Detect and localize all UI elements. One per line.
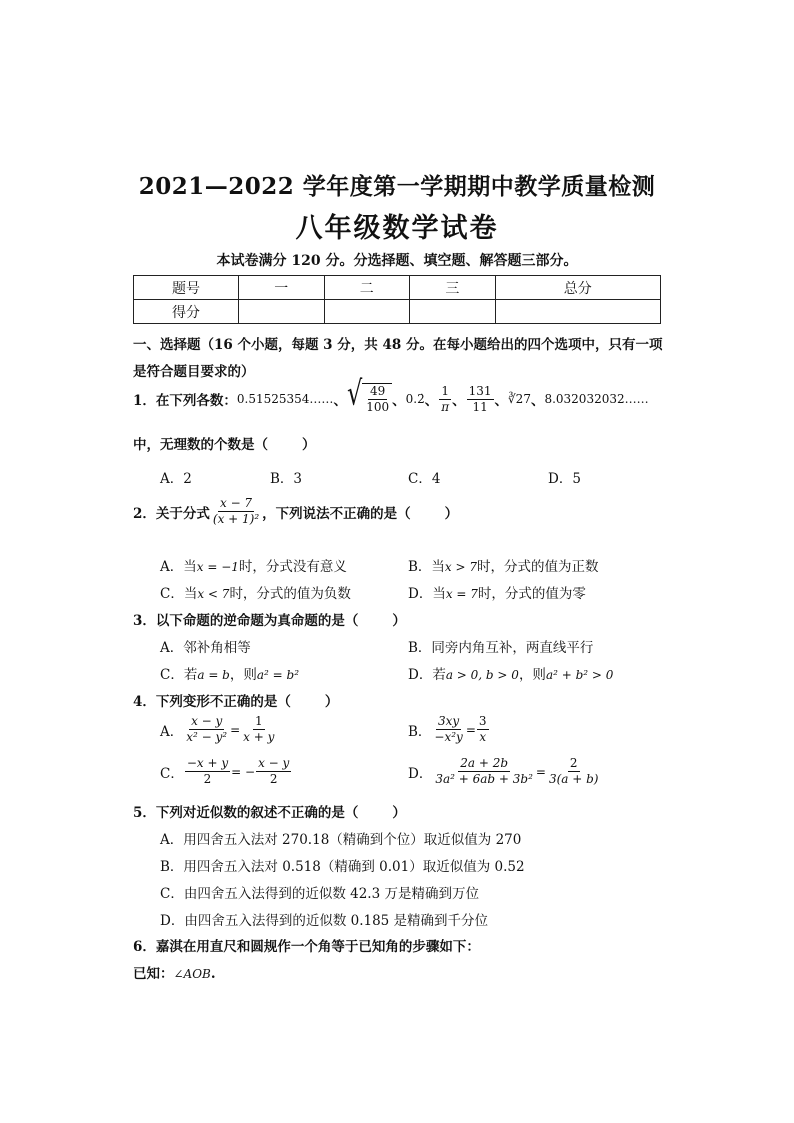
- score-table: [133, 275, 661, 324]
- q1-number-1: 0.51525354……: [236, 392, 334, 406]
- q1-separator: 、: [424, 393, 439, 409]
- q4-stem: 4．下列变形不正确的是（ ）: [133, 694, 339, 710]
- q1-f2-num: 131: [468, 383, 492, 398]
- q3-option-d[interactable]: D．若a > 0, b > 0，则a² + b² > 0: [408, 667, 614, 683]
- q4-option-c[interactable]: C． $\frac{-x + y}{2}$ = − $\frac{x - y}{2}$: [160, 756, 290, 786]
- q1-prefix: 1．在下列各数：: [133, 393, 237, 409]
- q1-fraction-2: [467, 384, 494, 415]
- section1-heading-line1: 一、选择题（16 个小题，每题 3 分，共 48 分。在每小题给出的四个选项中，只有一项: [133, 337, 663, 353]
- q1-cube-root: ∛27: [508, 392, 531, 406]
- score-input-section2[interactable]: [324, 300, 410, 324]
- q4-option-b[interactable]: B． $\frac{3xy}{\text{−x²y}}$ = $\frac{3}{x}$: [408, 714, 487, 744]
- exam-note: 本试卷满分 120 分。分选择题、填空题、解答题三部分。: [216, 253, 578, 269]
- q1-option-a[interactable]: A．2: [160, 471, 192, 487]
- q1-separator: 、: [452, 393, 466, 409]
- q1-f2-den: 11: [472, 399, 488, 414]
- q2-den: (x + 1)²: [212, 512, 260, 526]
- exam-subtitle: 八年级数学试卷: [295, 213, 499, 244]
- score-cell-section2: 二: [324, 276, 410, 300]
- score-cell-section3: 三: [410, 276, 496, 300]
- q1-number-3: 0.2̇: [405, 392, 425, 406]
- q3-option-c[interactable]: C．若a = b，则a² = b²: [160, 667, 300, 683]
- q2-fraction: [211, 496, 261, 527]
- q1-f1-den: π: [441, 399, 450, 414]
- q1-option-b[interactable]: B．3: [270, 471, 303, 487]
- q1-sqrt-num: 49: [370, 384, 386, 398]
- q1-separator: 、: [494, 393, 509, 409]
- score-table-score-row: [134, 300, 661, 324]
- q1-option-c[interactable]: C．4: [408, 471, 441, 487]
- score-cell-label: 题号: [134, 276, 239, 300]
- q5-option-a[interactable]: A．用四舍五入法对 270.18（精确到个位）取近似值为 270: [160, 832, 522, 848]
- q1-line2: 中，无理数的个数是（: [133, 437, 268, 453]
- q1-f1-num: 1: [441, 383, 449, 398]
- q4-option-d[interactable]: D． $\frac{2a + 2b}{\text{3a² + 6ab + 3b²}}$ = $\frac{2}{3(a + b)}$: [408, 756, 599, 786]
- q1-sqrt-den: 100: [366, 400, 390, 414]
- q1-separator: 、: [333, 393, 347, 409]
- q2-option-b[interactable]: B．当x > 7时，分式的值为正数: [408, 559, 599, 575]
- q3-stem: 3．以下命题的逆命题为真命题的是（ ）: [133, 613, 406, 629]
- score-table-header-row: [134, 276, 661, 300]
- score-cell-total: 总分: [495, 276, 660, 300]
- q1-option-d[interactable]: D．5: [548, 471, 581, 487]
- score-cell-section1: 一: [239, 276, 325, 300]
- score-input-section3[interactable]: [410, 300, 496, 324]
- q1-separator: 、: [530, 393, 545, 409]
- q1-close: ）: [302, 437, 316, 453]
- score-input-section1[interactable]: [239, 300, 325, 324]
- q5-stem: 5．下列对近似数的叙述不正确的是（ ）: [133, 805, 406, 821]
- q5-option-b[interactable]: B．用四舍五入法对 0.518（精确到 0.01）取近似值为 0.52: [160, 859, 525, 875]
- q2-stem: [133, 496, 458, 527]
- q1-separator: 、: [392, 393, 406, 409]
- q4-option-a[interactable]: A． $\frac{x - y}{\text{x² − y²}}$ = $\frac{1}{x + y}$: [160, 714, 275, 744]
- q1-stem: [133, 373, 649, 415]
- q2-suffix: ，下列说法不正确的是（: [262, 505, 411, 522]
- q5-option-d[interactable]: D．由四舍五入法得到的近似数 0.185 是精确到千分位: [160, 913, 489, 929]
- q1-question-line: [133, 433, 316, 453]
- q6-given: 已知：∠AOB.: [133, 966, 216, 982]
- score-row-label: 得分: [134, 300, 239, 324]
- sqrt-sign-icon: √: [346, 373, 363, 413]
- q2-option-d[interactable]: D．当x = 7时，分式的值为零: [408, 586, 586, 602]
- q2-option-a[interactable]: A．当x = −1时，分式没有意义: [160, 559, 347, 575]
- q2-close: ）: [444, 505, 459, 522]
- q2-num: x − 7: [219, 496, 253, 510]
- exam-title: 2021—2022 学年度第一学期期中教学质量检测: [138, 173, 656, 200]
- q2-option-c[interactable]: C．当x < 7时，分式的值为负数: [160, 586, 351, 602]
- q3-option-a[interactable]: A．邻补角相等: [160, 640, 251, 656]
- q6-stem: 6．嘉淇在用直尺和圆规作一个角等于已知角的步骤如下：: [133, 939, 480, 955]
- score-input-total[interactable]: [495, 300, 660, 324]
- q2-prefix: 2．关于分式: [133, 505, 210, 522]
- q3-option-b[interactable]: B．同旁内角互补，两直线平行: [408, 640, 594, 656]
- q1-fraction-1: [439, 384, 451, 415]
- q1-number-6: 8.032032032……: [544, 392, 649, 406]
- q1-sqrt: [346, 373, 392, 415]
- q5-option-c[interactable]: C．由四舍五入法得到的近似数 42.3 万是精确到万位: [160, 886, 479, 902]
- section1-heading-line2: 是符合题目要求的）: [133, 364, 255, 380]
